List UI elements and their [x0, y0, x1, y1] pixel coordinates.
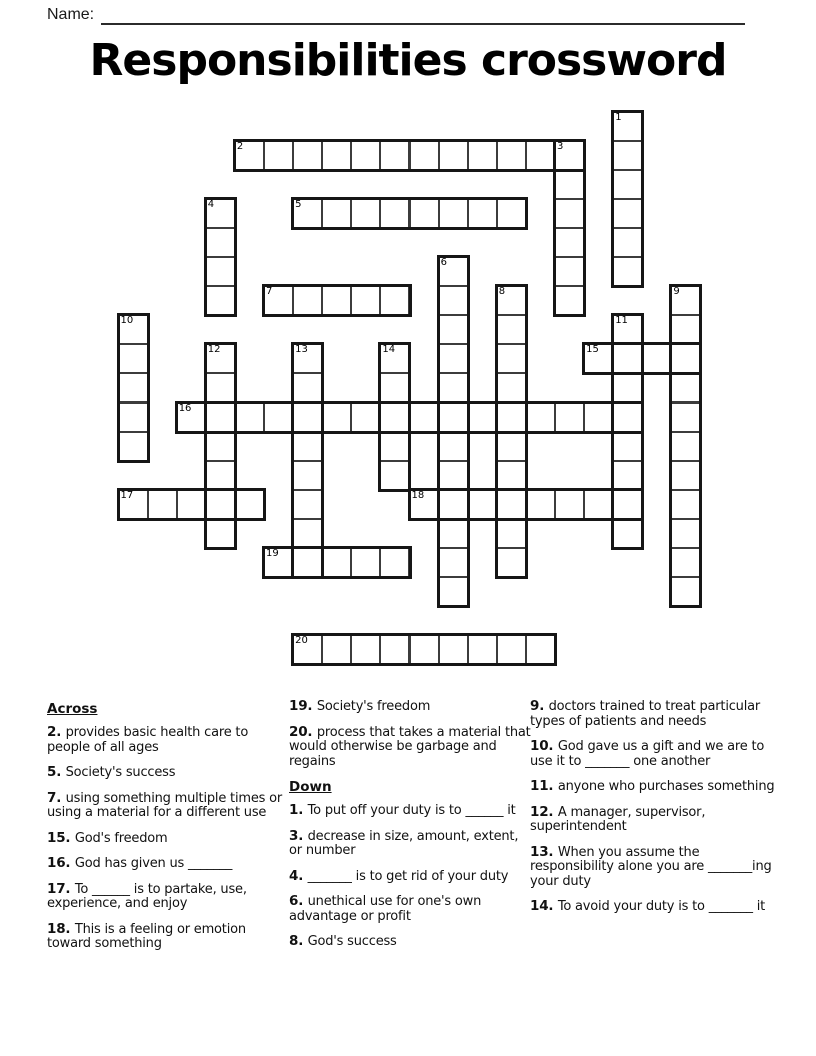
clue-text: This is a feeling or emotion toward something [47, 921, 246, 951]
grid-cell[interactable] [467, 140, 498, 171]
grid-cell[interactable] [118, 343, 149, 374]
clue-14 [530, 899, 786, 915]
clue-number: 12. [530, 803, 558, 820]
cell-number-2: 2 [236, 140, 244, 152]
grid-cell[interactable] [612, 227, 643, 258]
grid-cell[interactable] [496, 489, 527, 520]
grid-cell[interactable] [438, 372, 469, 403]
grid-cell[interactable] [467, 634, 498, 665]
clue-number: 14. [530, 898, 558, 914]
grid-cell[interactable] [205, 431, 236, 462]
clue-number: 10. [530, 738, 558, 754]
grid-cell[interactable] [467, 489, 498, 520]
cell-number-9: 9 [673, 286, 680, 298]
cell-number-11: 11 [615, 315, 628, 327]
clue-number: 20. [289, 723, 317, 740]
clue-7 [47, 791, 285, 821]
grid-cell[interactable] [438, 431, 469, 462]
clue-number: 7. [47, 789, 66, 806]
clue-text: God has given us _______ [74, 856, 233, 871]
clue-number: 16. [47, 855, 75, 871]
grid-cell[interactable] [350, 198, 381, 229]
cell-number-8: 8 [498, 286, 506, 298]
grid-cell[interactable] [612, 343, 643, 374]
grid-cell[interactable] [467, 198, 498, 229]
clues-column-1 [47, 699, 285, 962]
grid-cell[interactable] [205, 227, 236, 258]
clue-number: 1. [289, 802, 308, 818]
grid-cell[interactable] [612, 518, 643, 549]
clue-number: 5. [47, 764, 66, 780]
grid-cell[interactable] [496, 547, 527, 578]
clue-text: using something multiple times or using a material for a different use [47, 790, 283, 820]
name-label: Name: [47, 6, 95, 23]
grid-cell[interactable] [438, 314, 469, 345]
grid-cell[interactable] [525, 489, 556, 520]
grid-cell[interactable] [612, 140, 643, 171]
grid-cell[interactable] [234, 489, 265, 520]
grid-cell[interactable] [438, 547, 469, 578]
grid-cell[interactable] [205, 402, 236, 433]
clue-number: 15. [47, 829, 75, 846]
grid-cell[interactable] [467, 402, 498, 433]
grid-cell[interactable] [350, 140, 381, 171]
grid-cell[interactable] [612, 460, 643, 491]
clue-number: 4. [289, 867, 308, 884]
grid-cell[interactable] [118, 372, 149, 403]
grid-cell[interactable] [321, 634, 352, 665]
grid-cell[interactable] [438, 285, 469, 316]
grid-cell[interactable] [321, 402, 352, 433]
clue-number: 13. [530, 843, 558, 860]
grid-cell[interactable] [379, 431, 410, 462]
grid-cell[interactable] [438, 576, 469, 607]
grid-cell[interactable] [496, 343, 527, 374]
grid-cell[interactable] [670, 576, 701, 607]
cell-number-10: 10 [120, 315, 134, 327]
clue-10 [530, 739, 786, 769]
grid-cell[interactable] [350, 547, 381, 578]
clue-5 [47, 765, 285, 781]
clue-8 [289, 934, 531, 950]
clue-number: 8. [289, 933, 308, 949]
grid-cell[interactable] [670, 372, 701, 403]
clue-text: God gave us a gift and we are to use it to _______ one another [530, 739, 765, 769]
grid-cell[interactable] [612, 372, 643, 403]
clue-text: When you assume the responsibility alone you are _______ing your duty [530, 844, 772, 889]
grid-cell[interactable] [670, 460, 701, 491]
clue-19 [289, 699, 531, 715]
grid-cell[interactable] [292, 140, 323, 171]
grid-cell[interactable] [554, 169, 585, 200]
grid-cell[interactable] [292, 372, 323, 403]
clue-text: God's success [307, 934, 397, 949]
grid-cell[interactable] [350, 285, 381, 316]
clue-12 [530, 805, 786, 835]
clue-text: unethical use for one's own advantage or profit [289, 894, 482, 924]
clue-9 [530, 699, 786, 729]
clue-text: process that takes a material that would otherwise be garbage and regains [289, 724, 531, 769]
clue-1 [289, 803, 531, 819]
clue-number: 17. [47, 880, 75, 897]
cell-number-19: 19 [266, 548, 279, 559]
grid-cell[interactable] [438, 518, 469, 549]
clue-3 [289, 829, 531, 859]
grid-cell[interactable] [438, 140, 469, 171]
cell-number-16: 16 [178, 402, 192, 414]
grid-cell[interactable] [409, 402, 440, 433]
clue-number: 6. [289, 893, 308, 909]
cell-number-13: 13 [295, 344, 308, 356]
grid-cell[interactable] [496, 460, 527, 491]
clue-2 [47, 725, 285, 755]
grid-cell[interactable] [554, 198, 585, 229]
grid-cell[interactable] [379, 372, 410, 403]
grid-cell[interactable] [321, 285, 352, 316]
clue-text: To avoid your duty is to _______ it [557, 899, 766, 914]
grid-cell[interactable] [438, 343, 469, 374]
clue-number: 18. [47, 920, 75, 937]
cell-number-3: 3 [557, 140, 564, 152]
clue-4 [289, 869, 531, 885]
grid-cell[interactable] [525, 634, 556, 665]
clue-number: 2. [47, 724, 66, 740]
cell-number-18: 18 [411, 489, 425, 501]
grid-cell[interactable] [612, 402, 643, 433]
grid-cell[interactable] [292, 518, 323, 549]
grid-cell[interactable] [118, 431, 149, 462]
grid-cell[interactable] [321, 547, 352, 578]
grid-cell[interactable] [263, 402, 294, 433]
grid-cell[interactable] [263, 140, 294, 171]
clue-number: 11. [530, 778, 558, 794]
cell-number-1: 1 [615, 111, 622, 123]
clue-16 [47, 856, 285, 872]
grid-cell[interactable] [496, 634, 527, 665]
grid-cell[interactable] [583, 402, 614, 433]
grid-cell[interactable] [496, 198, 527, 229]
cell-number-14: 14 [382, 344, 396, 356]
clue-text: A manager, supervisor, superintendent [530, 804, 706, 834]
page-title: Responsibilities crossword [89, 35, 727, 86]
clue-text: decrease in size, amount, extent, or number [289, 828, 519, 858]
grid-cell[interactable] [205, 489, 236, 520]
grid-cell[interactable] [438, 402, 469, 433]
clue-text: Society's freedom [316, 699, 431, 714]
grid-cell[interactable] [583, 489, 614, 520]
grid-cell[interactable] [176, 489, 207, 520]
grid-cell[interactable] [409, 198, 440, 229]
grid-cell[interactable] [612, 169, 643, 200]
grid-cell[interactable] [438, 460, 469, 491]
clue-20 [289, 725, 531, 770]
grid-cell[interactable] [670, 402, 701, 433]
grid-cell[interactable] [670, 518, 701, 549]
grid-cell[interactable] [438, 198, 469, 229]
grid-cell[interactable] [438, 489, 469, 520]
grid-cell[interactable] [612, 431, 643, 462]
clue-text: To put off your duty is to ______ it [307, 803, 516, 818]
clue-text: Society's success [65, 765, 176, 780]
grid-cell[interactable] [554, 489, 585, 520]
grid-cell[interactable] [321, 198, 352, 229]
grid-cell[interactable] [292, 431, 323, 462]
grid-cell[interactable] [438, 634, 469, 665]
grid-cell[interactable] [350, 402, 381, 433]
cell-number-20: 20 [295, 635, 308, 647]
clue-text: _______ is to get rid of your duty [307, 868, 509, 884]
grid-cell[interactable] [496, 431, 527, 462]
grid-cell[interactable] [612, 489, 643, 520]
cell-number-5: 5 [295, 198, 302, 210]
grid-cell[interactable] [670, 489, 701, 520]
grid-cell[interactable] [554, 285, 585, 316]
clue-text: provides basic health care to people of all ages [47, 725, 249, 755]
clue-text: To ______ is to partake, use, experience, and enjoy [47, 881, 247, 911]
clue-17 [47, 882, 285, 912]
grid-cell[interactable] [641, 343, 672, 374]
grid-cell[interactable] [321, 140, 352, 171]
grid-cell[interactable] [554, 227, 585, 258]
grid-cell[interactable] [525, 402, 556, 433]
clue-11 [530, 779, 786, 795]
grid-cell[interactable] [379, 140, 410, 171]
grid-cell[interactable] [379, 547, 410, 578]
grid-cell[interactable] [205, 518, 236, 549]
clue-15 [47, 831, 285, 847]
grid-cell[interactable] [292, 489, 323, 520]
grid-cell[interactable] [554, 256, 585, 287]
grid-cell[interactable] [670, 431, 701, 462]
grid-cell[interactable] [379, 460, 410, 491]
grid-cell[interactable] [379, 285, 410, 316]
grid-cell[interactable] [525, 140, 556, 171]
grid-cell[interactable] [205, 460, 236, 491]
clue-number: 19. [289, 698, 317, 714]
clue-6 [289, 894, 531, 924]
clue-number: 3. [289, 827, 308, 844]
grid-cell[interactable] [496, 518, 527, 549]
grid-cell[interactable] [496, 140, 527, 171]
clue-13 [530, 845, 786, 890]
grid-cell[interactable] [554, 402, 585, 433]
grid-cell[interactable] [292, 547, 323, 578]
clue-number: 9. [530, 698, 549, 714]
grid-cell[interactable] [670, 547, 701, 578]
grid-cell[interactable] [205, 372, 236, 403]
grid-cell[interactable] [292, 285, 323, 316]
across-heading: Across [47, 701, 98, 717]
grid-cell[interactable] [292, 402, 323, 433]
clues-column-3 [530, 699, 786, 925]
grid-cell[interactable] [350, 634, 381, 665]
clues-column-2 [289, 699, 531, 960]
grid-cell[interactable] [118, 402, 149, 433]
grid-cell[interactable] [147, 489, 178, 520]
grid-cell[interactable] [409, 634, 440, 665]
grid-cell[interactable] [496, 402, 527, 433]
grid-cell[interactable] [612, 256, 643, 287]
grid-cell[interactable] [379, 198, 410, 229]
cell-number-6: 6 [440, 257, 447, 268]
grid-cell[interactable] [612, 198, 643, 229]
grid-cell[interactable] [234, 402, 265, 433]
down-heading: Down [289, 779, 332, 795]
grid-cell[interactable] [205, 285, 236, 316]
grid-cell[interactable] [379, 402, 410, 433]
grid-cell[interactable] [292, 460, 323, 491]
clue-text: anyone who purchases something [557, 779, 775, 794]
grid-cell[interactable] [379, 634, 410, 665]
cell-number-12: 12 [207, 344, 221, 356]
clue-18 [47, 922, 285, 952]
grid-cell[interactable] [496, 372, 527, 403]
grid-cell[interactable] [409, 140, 440, 171]
cell-number-17: 17 [120, 489, 134, 501]
grid-cell[interactable] [205, 256, 236, 287]
cell-number-15: 15 [586, 344, 599, 356]
cell-number-4: 4 [207, 198, 215, 210]
clue-text: doctors trained to treat particular types of patients and needs [530, 699, 761, 729]
grid-cell[interactable] [670, 314, 701, 345]
grid-cell[interactable] [496, 314, 527, 345]
cell-number-7: 7 [266, 286, 273, 298]
grid-cell[interactable] [670, 343, 701, 374]
clue-text: God's freedom [74, 830, 168, 846]
